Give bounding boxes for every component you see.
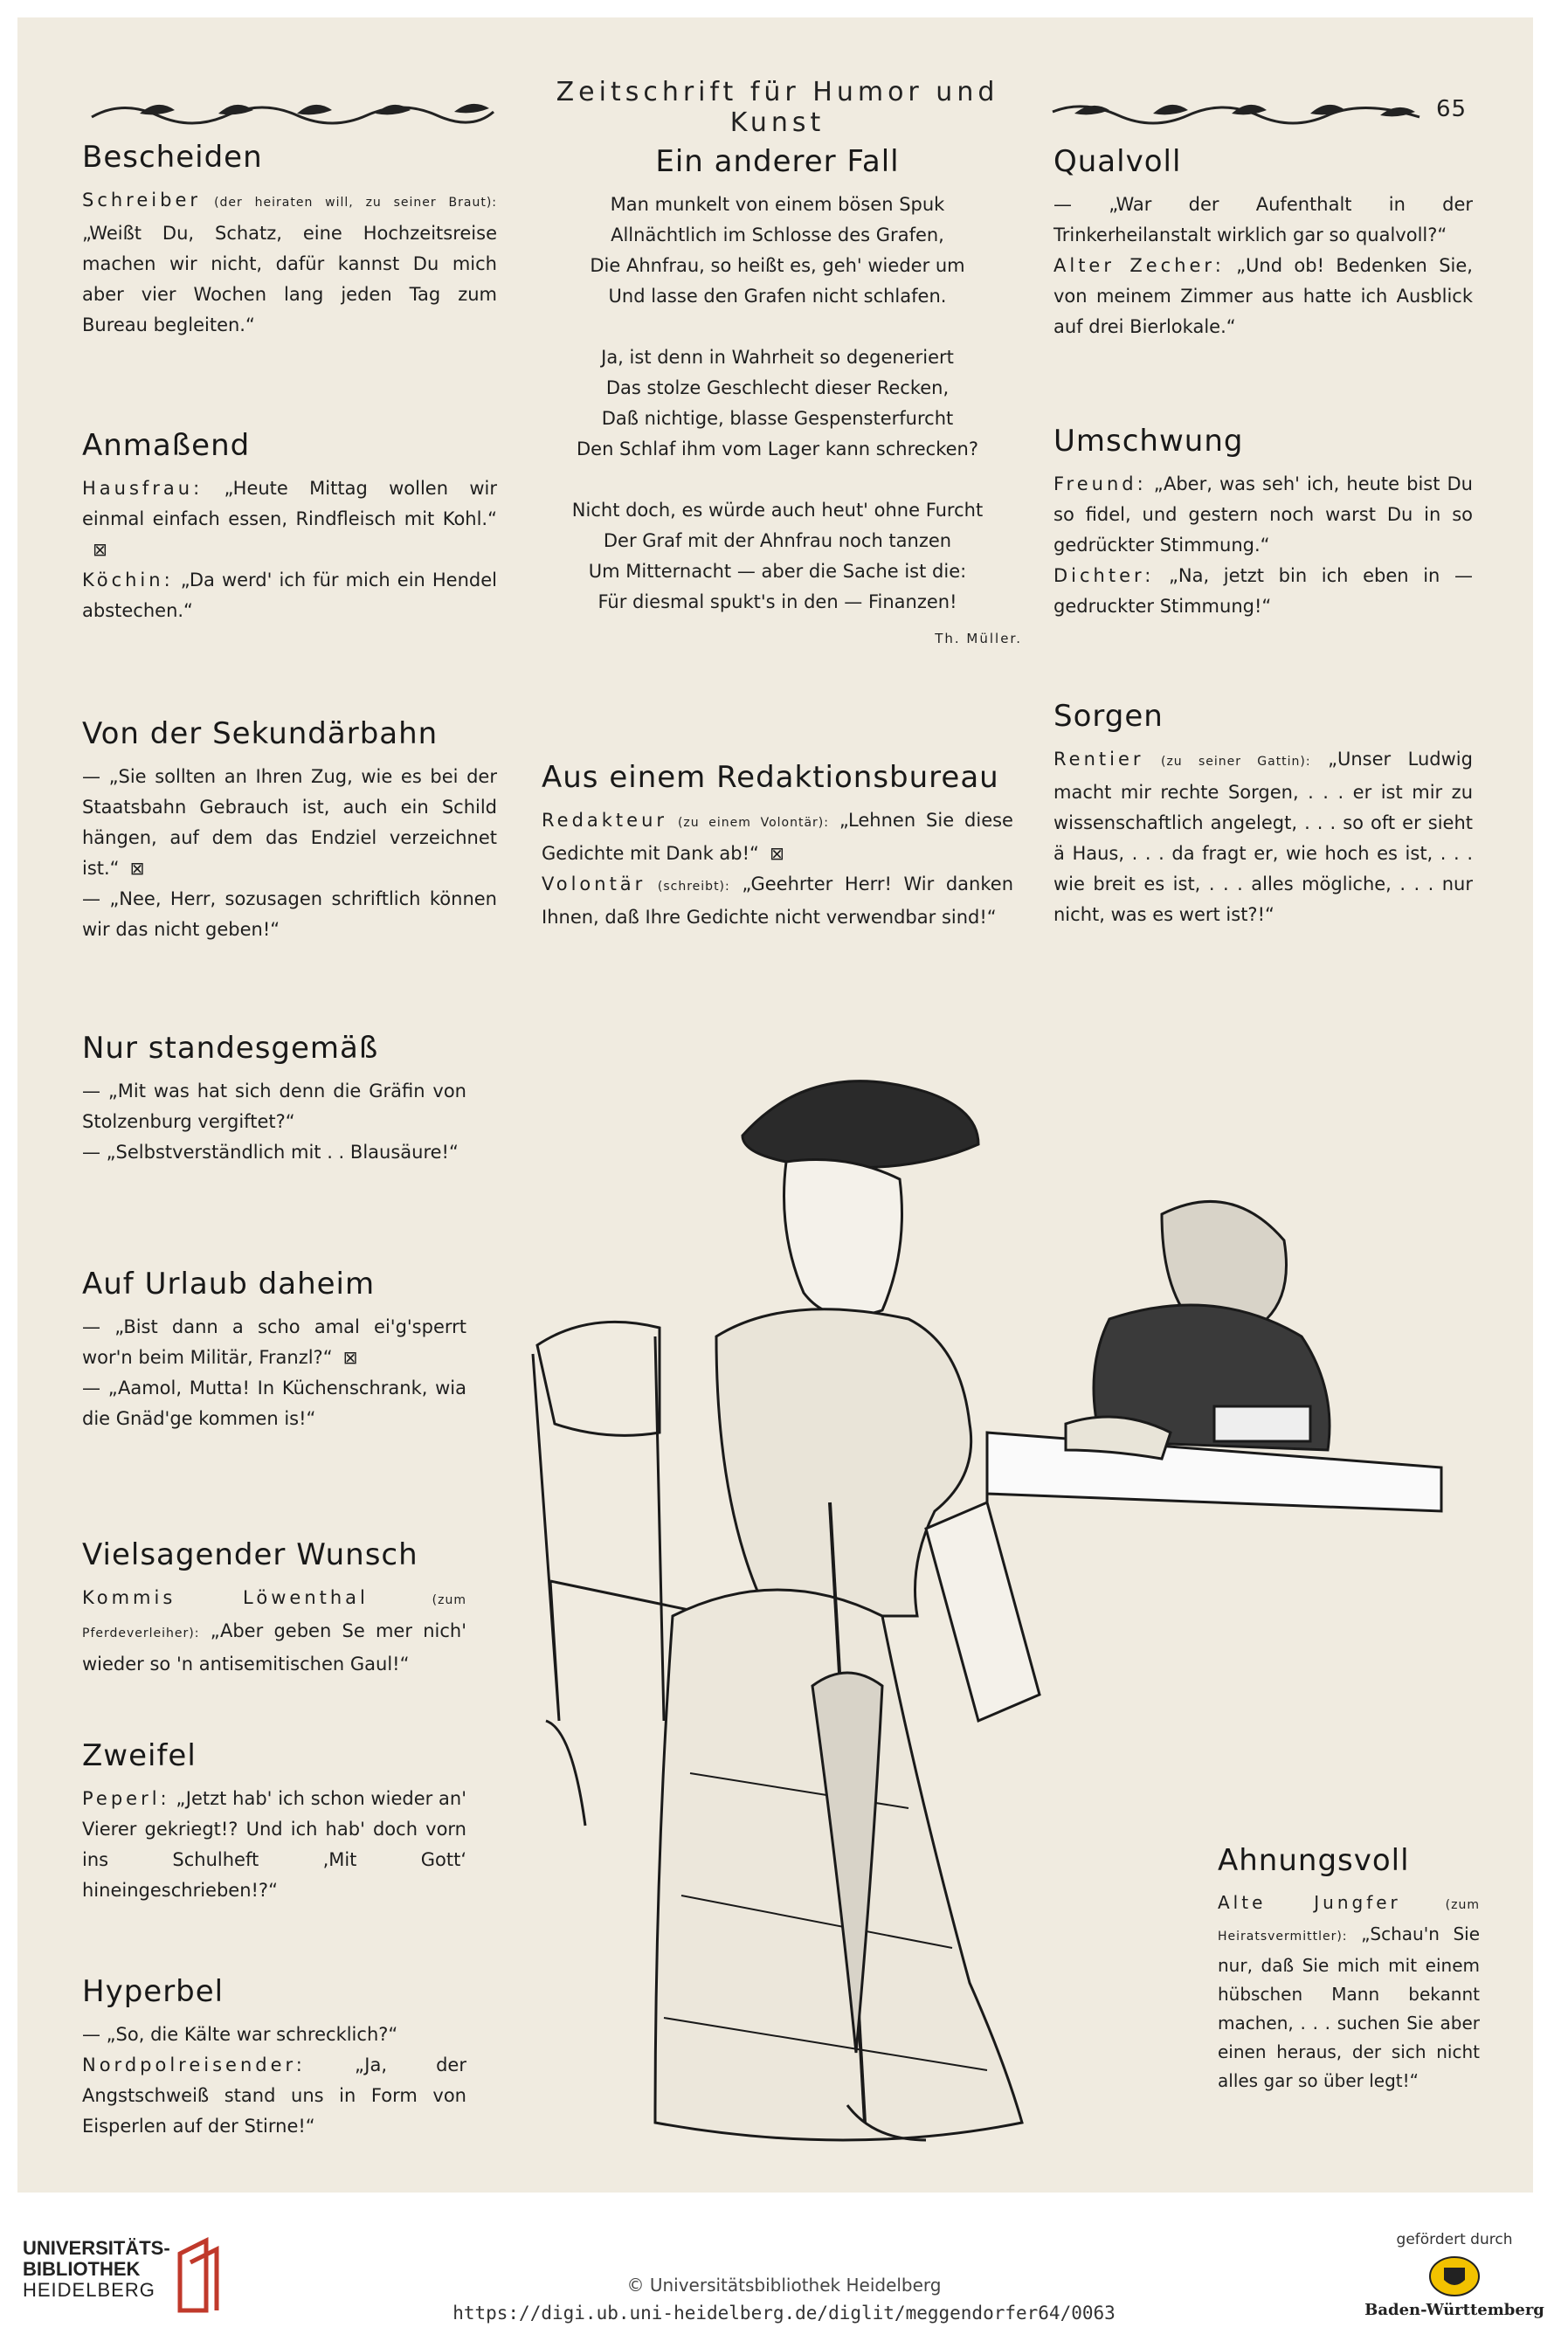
poem-stanza: [533, 495, 1022, 618]
poem-line: Die Ahnfrau, so heißt es, geh' wieder um: [590, 255, 965, 276]
funder-block[interactable]: [1363, 2231, 1546, 2319]
running-title: Zeitschrift für Humor und Kunst: [556, 77, 999, 138]
speaker: Dichter:: [1053, 565, 1155, 586]
article-body: [1053, 469, 1473, 622]
dialogue: — „War der Aufenthalt in der Trinkerheilanstalt wirklich gar so qualvoll?“: [1053, 194, 1473, 245]
page-number: 65: [1436, 96, 1468, 122]
dialogue: „Geehrter Herr! Wir danken Ihnen, daß Ihre Gedichte nicht verwendbar sind!“: [542, 874, 1014, 928]
poem-line: Allnächtlich im Schlosse des Grafen,: [611, 224, 944, 245]
speaker: Volontär: [542, 874, 646, 894]
stage-direction: (zum Heiratsvermittler):: [1218, 1898, 1480, 1944]
article-title: Von der Sekundärbahn: [82, 716, 439, 751]
speaker: Rentier: [1053, 749, 1144, 770]
article-title: Nur standesgemäß: [82, 1031, 379, 1066]
article-body: [1218, 1889, 1480, 2096]
poem-line: Das stolze Geschlecht dieser Recken,: [605, 377, 950, 398]
library-line: BIBLIOTHEK: [23, 2258, 141, 2280]
poem-anderer-fall: [533, 144, 1022, 654]
article-bescheiden: [82, 140, 497, 341]
dialogue: — „Selbstverständlich mit . . Blausäure!“: [82, 1142, 459, 1163]
dialogue: „Schau'n Sie nur, daß Sie mich mit einem hübschen Mann bekannt machen, . . . suchen Sie aber einen heraus, der sich nicht alles gar so über legt!“: [1218, 1923, 1481, 2091]
poem-line: Um Mitternacht — aber die Sache ist die:: [588, 561, 967, 582]
stage-direction: (zu seiner Gattin):: [1161, 755, 1311, 769]
article-hyperbel: [82, 1974, 466, 2142]
dialogue: „Na, jetzt bin ich eben in — gedruckter Stimmung!“: [1053, 565, 1473, 617]
poem-stanza: [533, 342, 1022, 465]
dialogue: „Lehnen Sie diese Gedichte mit Dank ab!“: [542, 810, 1013, 864]
article-body: [82, 1784, 466, 1906]
article-title: Ahnungsvoll: [1218, 1843, 1410, 1878]
stage-direction: (zu einem Volontär):: [677, 816, 829, 830]
scanned-page: [17, 17, 1533, 2193]
article-body: [82, 762, 497, 945]
article-body: [82, 1583, 466, 1680]
speaker: Köchin:: [82, 570, 174, 590]
dialogue: — „So, die Kälte war schrecklich?“: [82, 2024, 398, 2045]
poem-line: Daß nichtige, blasse Gespensterfurcht: [601, 408, 954, 429]
speaker: Schreiber: [82, 190, 201, 211]
poem-author: Th. Müller.: [935, 631, 1022, 646]
article-title: Aus einem Redaktionsbureau: [542, 760, 999, 795]
dialogue: — „Aamol, Mutta! In Küchenschrank, wia die Gnäd'ge kommen is!“: [82, 1378, 466, 1429]
speaker: Alter Zecher:: [1053, 255, 1225, 276]
poem-line: Man munkelt von einem bösen Spuk: [610, 194, 945, 215]
article-redaktion: [542, 760, 1013, 933]
stage-direction: (schreibt):: [657, 880, 730, 894]
article-title: Zweifel: [82, 1738, 197, 1773]
article-body: [1053, 744, 1473, 930]
poem-line: Für diesmal spukt's in den — Finanzen!: [597, 591, 957, 612]
article-title: Qualvoll: [1053, 144, 1182, 179]
article-title: Hyperbel: [82, 1974, 224, 2009]
dialogue: — „Bist dann a scho amal ei'g'sperrt wor'n beim Militär, Franzl?“: [82, 1316, 466, 1368]
footer-copyright: © Universitätsbibliothek Heidelberg: [626, 2275, 942, 2296]
article-zweifel: [82, 1738, 466, 1906]
dialogue: „Heute Mittag wollen wir einmal einfach essen, Rindfleisch mit Kohl.“: [82, 478, 497, 529]
dialogue: „Und ob! Bedenken Sie, von meinem Zimmer aus hatte ich Ausblick auf drei Bierlokale.“: [1053, 255, 1473, 337]
dialogue: „Unser Ludwig macht mir rechte Sorgen, . . . er ist mir zu wissenschaftlich angelegt, . . . so oft er sieht ä Haus, . . . da fragt er, wie hoch es ist, . . . wie breit es ist, . . . alles mögliche, . . . nur nicht, was es wert ist?!“: [1053, 749, 1473, 925]
stage-direction: (zum Pferdeverleiher):: [82, 1593, 466, 1640]
article-body: [82, 473, 497, 626]
article-anmassend: [82, 428, 497, 626]
poem-line: Den Schlaf ihm vom Lager kann schrecken?: [576, 439, 979, 459]
speaker: Nordpolreisender:: [82, 2054, 306, 2075]
dialogue: „Da werd' ich für mich ein Hendel abstechen.“: [82, 570, 497, 621]
footer-url[interactable]: https://digi.ub.uni-heidelberg.de/diglit/meggendorfer64/0063: [452, 2303, 1116, 2324]
article-body: [82, 1076, 466, 1168]
poem-line: Und lasse den Grafen nicht schlafen.: [608, 286, 947, 307]
article-standesgemaess: [82, 1031, 466, 1168]
library-line: UNIVERSITÄTS-: [23, 2237, 170, 2259]
stage-direction: (der heiraten will, zu seiner Braut):: [214, 196, 497, 210]
poem-line: Ja, ist denn in Wahrheit so degeneriert: [601, 347, 954, 368]
end-mark-icon: ⊠: [769, 843, 784, 864]
end-mark-icon: ⊠: [129, 858, 145, 879]
funder-name: Baden-Württemberg: [1364, 2301, 1544, 2319]
ornament-right-icon: [1048, 91, 1424, 136]
coat-of-arms-icon: [1428, 2255, 1481, 2297]
article-urlaub: [82, 1267, 466, 1434]
article-title: Bescheiden: [82, 140, 263, 175]
article-wunsch: [82, 1537, 466, 1680]
speaker: Hausfrau:: [82, 478, 204, 499]
article-umschwung: [1053, 424, 1473, 622]
dialogue: — „Mit was hat sich denn die Gräfin von Stolzenburg vergiftet?“: [82, 1081, 466, 1132]
speaker: Redakteur: [542, 810, 668, 831]
end-mark-icon: ⊠: [93, 539, 107, 560]
speaker: Freund:: [1053, 473, 1147, 494]
dialogue: „Weißt Du, Schatz, eine Hochzeitsreise machen wir nicht, dafür kannst Du mich aber vier Wochen lang jeden Tag zum Bureau begleiten.“: [82, 223, 497, 335]
article-title: Sorgen: [1053, 699, 1164, 734]
article-body: [1053, 190, 1473, 342]
dialogue: „Jetzt hab' ich schon wieder an' Vierer gekriegt!? Und ich hab' doch vorn ins Schulheft ‚Mit Gott‘ hineingeschrieben!?“: [82, 1788, 466, 1901]
article-title: Auf Urlaub daheim: [82, 1267, 376, 1302]
end-mark-icon: ⊠: [342, 1347, 358, 1368]
speaker: Peperl:: [82, 1788, 170, 1809]
speaker: Alte Jungfer: [1218, 1892, 1401, 1913]
article-ahnungsvoll: [1218, 1843, 1480, 2096]
dialogue: „Aber, was seh' ich, heute bist Du so fidel, und gestern noch warst Du in so gedrückter Stimmung.“: [1053, 473, 1473, 556]
article-sorgen: [1053, 699, 1473, 930]
article-body: [82, 185, 497, 341]
speaker: Kommis Löwenthal: [82, 1587, 369, 1608]
dialogue: — „Nee, Herr, sozusagen schriftlich können wir das nicht geben!“: [82, 888, 497, 940]
poem-line: Nicht doch, es würde auch heut' ohne Furcht: [571, 500, 984, 521]
funder-label: gefördert durch: [1396, 2231, 1513, 2248]
article-title: Anmaßend: [82, 428, 251, 463]
article-qualvoll: [1053, 144, 1473, 342]
article-body: [542, 805, 1013, 933]
poem-stanza: [533, 190, 1022, 312]
dialogue: „Aber geben Se mer nich' wieder so 'n antisemitischen Gaul!“: [82, 1620, 466, 1675]
dialogue: — „Sie sollten an Ihren Zug, wie es bei der Staatsbahn Gebrauch ist, auch ein Schild hängen, auf dem das Endziel verzeichnet ist.“: [82, 766, 497, 879]
article-sekundaerbahn: [82, 716, 497, 945]
dialogue: „Ja, der Angstschweiß stand uns in Form von Eisperlen auf der Stirne!“: [82, 2054, 466, 2137]
article-title: Ein anderer Fall: [655, 144, 900, 179]
article-body: [82, 2020, 466, 2142]
article-title: Umschwung: [1053, 424, 1244, 459]
poem-line: Der Graf mit der Ahnfrau noch tanzen: [603, 530, 952, 551]
article-body: [82, 1312, 466, 1434]
library-line: HEIDELBERG: [23, 2279, 155, 2301]
article-title: Vielsagender Wunsch: [82, 1537, 418, 1572]
ornament-left-icon: [87, 91, 498, 136]
